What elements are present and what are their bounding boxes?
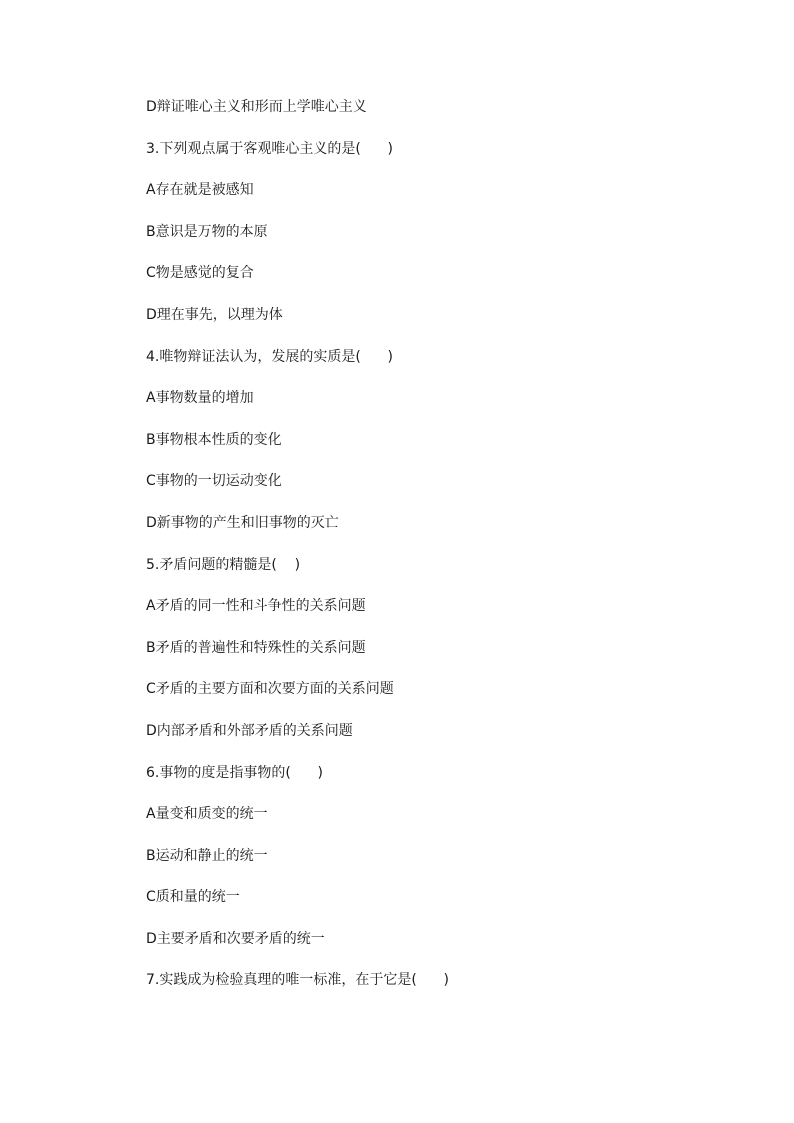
option-line: C质和量的统一 <box>146 889 240 906</box>
question-line: 7.实践成为检验真理的唯一标准，在于它是( ) <box>146 972 449 989</box>
question-text-block <box>146 96 746 1011</box>
option-line: B意识是万物的本原 <box>146 223 268 240</box>
option-line: D辩证唯心主义和形而上学唯心主义 <box>146 99 367 115</box>
option-line: A量变和质变的统一 <box>146 806 268 823</box>
question-line: 5.矛盾问题的精髓是( ) <box>146 556 301 573</box>
option-line: C物是感觉的复合 <box>146 265 254 282</box>
option-line: C事物的一切运动变化 <box>146 473 282 490</box>
question-line: 6.事物的度是指事物的( ) <box>146 764 323 781</box>
option-line: D内部矛盾和外部矛盾的关系问题 <box>146 722 353 739</box>
option-line: A事物数量的增加 <box>146 390 254 407</box>
option-line: B事物根本性质的变化 <box>146 431 282 448</box>
question-line: 4.唯物辩证法认为，发展的实质是( ) <box>146 348 393 365</box>
option-line: B运动和静止的统一 <box>146 847 268 864</box>
question-line: 3.下列观点属于客观唯心主义的是( ) <box>146 140 393 157</box>
option-line: C矛盾的主要方面和次要方面的关系问题 <box>146 681 394 698</box>
option-line: B矛盾的普遍性和特殊性的关系问题 <box>146 639 366 656</box>
option-line: A矛盾的同一性和斗争性的关系问题 <box>146 598 366 615</box>
option-line: A存在就是被感知 <box>146 182 254 199</box>
option-line: D新事物的产生和旧事物的灭亡 <box>146 514 339 531</box>
option-line: D理在事先，以理为体 <box>146 306 283 323</box>
option-line: D主要矛盾和次要矛盾的统一 <box>146 930 325 947</box>
